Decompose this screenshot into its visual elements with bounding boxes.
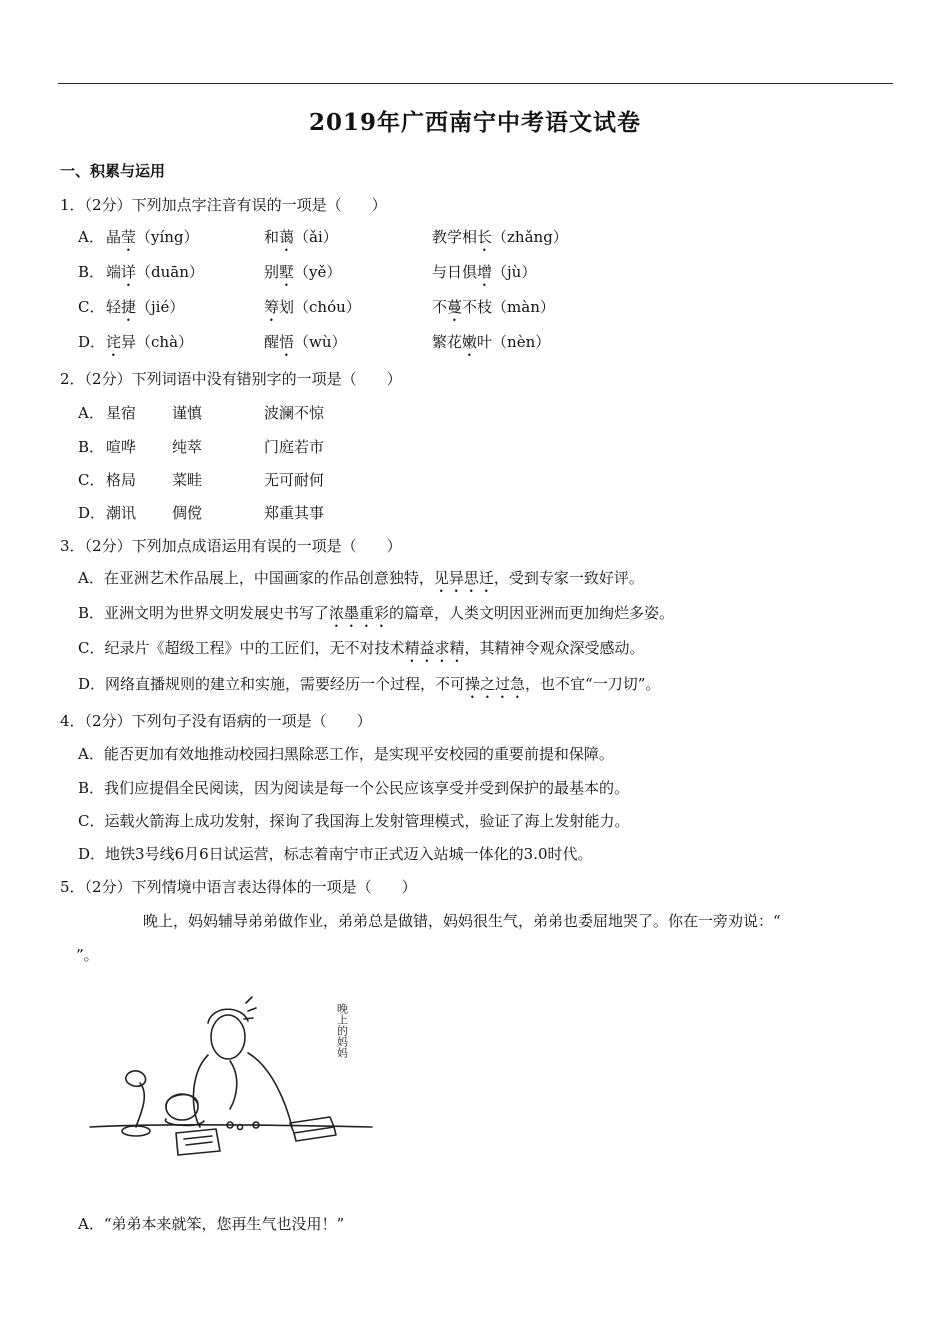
- question-4-stem: 4．（2分）下列句子没有语病的一项是（ ）: [60, 712, 372, 730]
- header-rule: [58, 83, 893, 84]
- q2-option-a-label: A．: [78, 404, 104, 422]
- q1-option-d-label: D．: [78, 333, 106, 351]
- q2-option-b-word2: 纯萃: [172, 438, 203, 456]
- q2-option-a-word3: 波澜不惊: [264, 404, 325, 422]
- page-title: 2019年广西南宁中考语文试卷: [308, 109, 641, 136]
- q2-option-c-label: C．: [78, 471, 105, 489]
- question-3-stem: 3．（2分）下列加点成语运用有误的一项是（ ）: [60, 537, 402, 555]
- q2-option-d-label: D．: [78, 504, 106, 522]
- q2-option-d-word1: 潮讯: [106, 504, 137, 522]
- q2-option-c-word3: 无可耐何: [264, 471, 325, 489]
- q1-option-a-word3: 教学相长（zhǎng）: [432, 228, 568, 246]
- q5-scenario-line1: 晚上，妈妈辅导弟弟做作业，弟弟总是做错，妈妈很生气，弟弟也委屈地哭了。你在一旁劝说：“: [143, 912, 781, 930]
- q1-option-d-word1: 诧异（chà）: [106, 333, 194, 351]
- q2-option-b-word3: 门庭若市: [264, 438, 325, 456]
- q2-option-c-word2: 菜畦: [172, 471, 203, 489]
- q1-option-b-word3: 与日俱增（jù）: [432, 263, 537, 281]
- q1-option-a-label: A．: [78, 228, 104, 246]
- q1-option-c-word1: 轻捷（jié）: [106, 298, 185, 316]
- question-5-stem: 5．（2分）下列情境中语言表达得体的一项是（ ）: [60, 878, 417, 896]
- q1-option-c-word3: 不蔓不枝（màn）: [432, 298, 555, 316]
- q1-option-a-word2: 和蔼（ǎi）: [264, 228, 338, 246]
- q5-option-a: A．“弟弟本来就笨，您再生气也没用！”: [78, 1215, 345, 1233]
- q2-option-b-label: B．: [78, 438, 105, 456]
- question-1-stem: 1．（2分）下列加点字注音有误的一项是（ ）: [60, 196, 387, 214]
- q1-option-b-word2: 别墅（yě）: [264, 263, 342, 281]
- section-heading: 一、积累与运用: [60, 162, 166, 180]
- q1-option-a-word1: 晶莹（yíng）: [106, 228, 199, 246]
- illustration-caption: 晚上的妈妈: [335, 1003, 349, 1058]
- q3-option-a: A．在亚洲艺术作品展上，中国画家的作品创意独特，见异思迁，受到专家一致好评。: [78, 569, 644, 587]
- q1-option-b-label: B．: [78, 263, 105, 281]
- q4-option-a: A．能否更加有效地推动校园扫黑除恶工作，是实现平安校园的重要前提和保障。: [78, 745, 614, 763]
- q5-scenario-line2: ”。: [76, 946, 99, 964]
- question-2-stem: 2．（2分）下列词语中没有错别字的一项是（ ）: [60, 370, 402, 388]
- q2-option-b-word1: 喧哗: [106, 438, 137, 456]
- q3-option-d: D．网络直播规则的建立和实施，需要经历一个过程，不可操之过急，也不宜“一刀切”。: [78, 675, 661, 693]
- q2-option-d-word3: 郑重其事: [264, 504, 325, 522]
- q1-option-c-word2: 筹划（chóu）: [264, 298, 361, 316]
- q1-option-b-word1: 端详（duān）: [106, 263, 204, 281]
- q2-option-c-word1: 格局: [106, 471, 137, 489]
- q4-option-d: D．地铁3号线6月6日试运营，标志着南宁市正式迈入站城一体化的3.0时代。: [78, 845, 593, 863]
- q2-option-d-word2: 倜傥: [172, 504, 203, 522]
- q5-illustration: [80, 975, 380, 1175]
- q1-option-c-label: C．: [78, 298, 105, 316]
- q2-option-a-word2: 谨慎: [172, 404, 203, 422]
- q2-option-a-word1: 星宿: [106, 404, 137, 422]
- q4-option-b: B．我们应提倡全民阅读，因为阅读是每一个公民应该享受并受到保护的最基本的。: [78, 779, 630, 797]
- q1-option-d-word2: 醒悟（wù）: [264, 333, 347, 351]
- q4-option-c: C．运载火箭海上成功发射，探询了我国海上发射管理模式，验证了海上发射能力。: [78, 812, 630, 830]
- q3-option-b: B．亚洲文明为世界文明发展史书写了浓墨重彩的篇章，人类文明因亚洲而更加绚烂多姿。: [78, 604, 675, 622]
- q1-option-d-word3: 繁花嫩叶（nèn）: [432, 333, 551, 351]
- q3-option-c: C．纪录片《超级工程》中的工匠们，无不对技术精益求精，其精神令观众深受感动。: [78, 639, 645, 657]
